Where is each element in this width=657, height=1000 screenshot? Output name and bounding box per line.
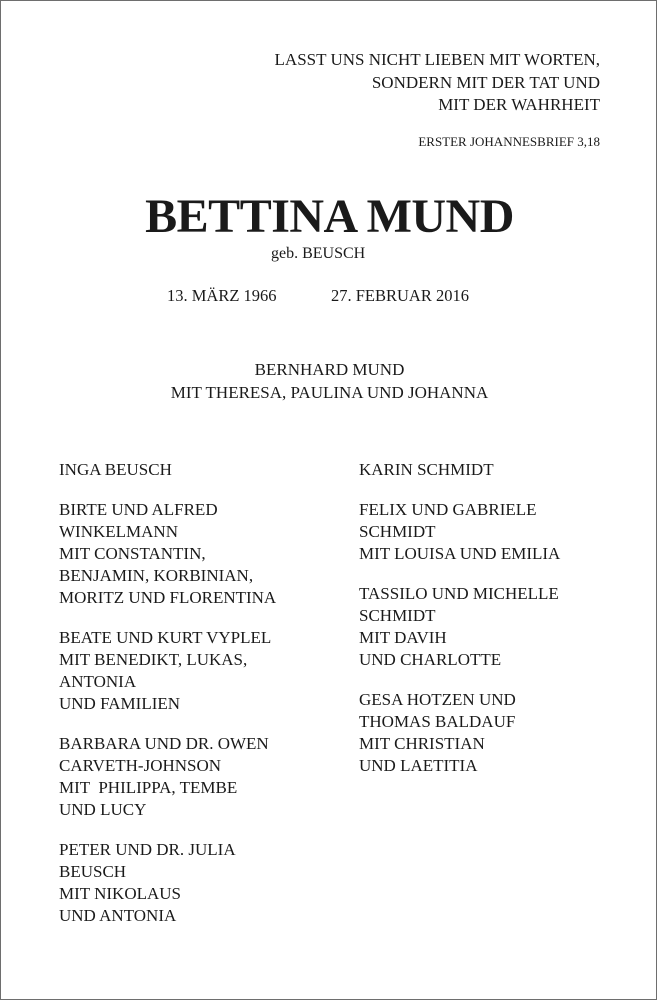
mourners-right-column [359,459,629,795]
mourner-entry-line: MIT CHRISTIAN [359,734,485,753]
mourner-entry-line: ANTONIA [59,672,137,691]
mourner-entry [359,583,629,671]
mourner-entry-line: UND LAETITIA [359,756,478,775]
quote-source: ERSTER JOHANNESBRIEF 3,18 [418,134,600,149]
mourner-entry [359,459,629,481]
mourner-entry [59,733,349,821]
mourner-entry-line: FELIX UND GABRIELE [359,500,537,519]
mourner-entry-line: BIRTE UND ALFRED [59,500,218,519]
primary-mourners [1,359,657,404]
quote-line: LASST UNS NICHT LIEBEN MIT WORTEN, [274,50,600,69]
death-date: 27. FEBRUAR 2016 [331,286,469,305]
mourner-entry [59,499,349,609]
quote-line: SONDERN MIT DER TAT UND [371,72,600,92]
mourner-entry-line: GESA HOTZEN UND [359,690,516,709]
deceased-name: BETTINA MUND [145,190,514,243]
mourner-entry-line: PETER UND DR. JULIA [59,840,236,859]
mourner-entry-line: MIT NIKOLAUS [59,884,181,903]
mourner-entry-line: WINKELMANN [59,522,178,541]
mourner-entry-line: BEATE UND KURT VYPLEL [59,628,272,647]
mourner-line: MIT THERESA, PAULINA UND JOHANNA [170,382,489,402]
mourner-entry-line: BARBARA UND DR. OWEN [59,734,269,753]
bible-quote [180,49,600,117]
mourner-entry [359,499,629,565]
mourner-entry-line: MIT DAVIH [359,628,447,647]
mourner-entry-line: BENJAMIN, KORBINIAN, [59,566,254,585]
mourner-entry-line: SCHMIDT [359,522,436,541]
birth-name: geb. BEUSCH [271,245,366,262]
mourners-left-column [59,459,349,945]
mourner-entry [59,459,349,481]
mourner-entry-line: THOMAS BALDAUF [359,712,516,731]
mourner-entry-line: MIT BENEDIKT, LUKAS, [59,650,248,669]
mourner-entry-line: MIT CONSTANTIN, [59,544,206,563]
mourner-entry-line: INGA BEUSCH [59,460,172,479]
quote-line: MIT DER WAHRHEIT [438,95,600,114]
mourner-entry [59,839,349,927]
mourner-entry [359,689,629,777]
mourner-entry-line: TASSILO UND MICHELLE [359,584,559,603]
mourner-entry-line: MIT LOUISA UND EMILIA [359,544,561,563]
mourner-entry-line: UND CHARLOTTE [359,650,502,669]
mourner-entry-line: BEUSCH [59,862,127,881]
mourner-entry-line: UND LUCY [59,800,147,819]
mourner-entry-line: UND FAMILIEN [59,694,181,713]
mourner-entry-line: MORITZ UND FLORENTINA [59,588,277,607]
mourner-entry [59,627,349,715]
mourner-entry-line: MIT PHILIPPA, TEMBE [59,778,238,797]
mourner-line: BERNHARD MUND [254,360,405,379]
mourner-entry-line: KARIN SCHMIDT [359,460,494,479]
mourner-entry-line: CARVETH-JOHNSON [59,756,222,775]
mourner-entry-line: UND ANTONIA [59,906,177,925]
mourner-entry-line: SCHMIDT [359,606,436,625]
birth-date: 13. MÄRZ 1966 [167,286,277,305]
